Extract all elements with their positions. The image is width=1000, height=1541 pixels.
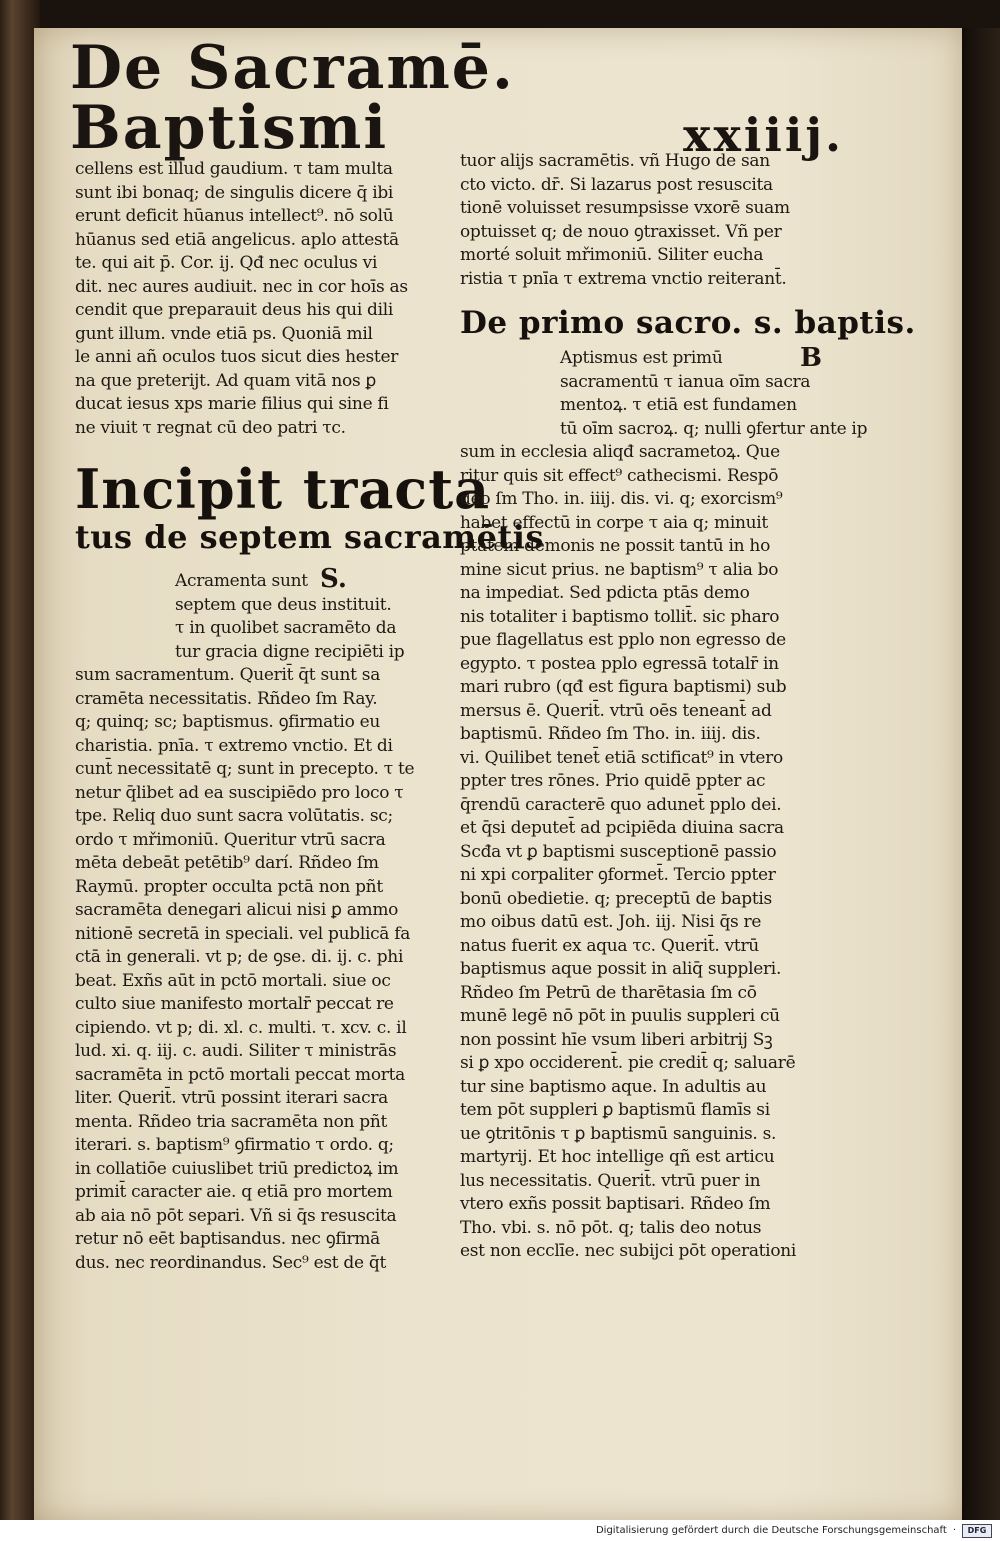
- right-initial-block: [460, 343, 868, 441]
- right-column-body-text: [460, 441, 850, 1264]
- text-line: si ꝑ xpo occiderent̄. pie credit̄ q; saluarē: [460, 1053, 796, 1073]
- text-line: et q̄si deputet̄ ad pcipiēda diuina sacra: [460, 818, 784, 838]
- text-line: sum sacramentum. Querit̄ q̄t sunt sa: [75, 665, 381, 685]
- text-line: nitionē secretā in speciali. vel publicā fa: [75, 923, 411, 944]
- text-line: optuisset q; de nouo ꝯtraxisset. Vñ per: [460, 221, 782, 242]
- text-line: Aptismus est primū: [560, 348, 723, 368]
- scan-right-margin: [962, 28, 1000, 1520]
- text-line: bonū obedietie. q; preceptū de baptis: [460, 888, 772, 909]
- text-line: Tho. vbi. s. nō pōt. q; talis deo notus: [460, 1217, 762, 1238]
- text-line: cendit que preparauit deus his qui dili: [75, 300, 394, 320]
- text-line: munē legē nō pōt in puulis suppleri cū: [460, 1006, 780, 1026]
- text-line: cunt̄ necessitatē q; sunt in precepto. τ te: [75, 759, 415, 779]
- left-column-body-text: [75, 664, 445, 1275]
- text-line: tpe. Reliq duo sunt sacra volūtatis. sc;: [75, 806, 393, 826]
- text-line: vi. Quilibet tenet̄ etiā sctificat⁹ in vtero: [460, 747, 783, 768]
- text-line: le anni añ oculos tuos sicut dies hester: [75, 347, 399, 367]
- treatise-heading: Incipit tracta: [75, 457, 491, 521]
- text-line: tem pōt suppleri ꝑ baptismū flamīs si: [460, 1100, 770, 1120]
- text-line: dit. nec aures audiuit. nec in cor hoīs as: [75, 276, 408, 297]
- text-line: ristia τ pnīa τ extrema vnctio reiterant̄.: [460, 268, 787, 289]
- text-line: ptātem demonis ne possit tantū in ho: [460, 536, 771, 556]
- text-line: tionē voluisset resumpsisse vxorē suam: [460, 198, 790, 218]
- text-line: dus. nec reordinandus. Sec⁹ est de q̄t: [75, 1252, 386, 1273]
- text-line: Raymū. propter occulta pctā non pñt: [75, 876, 383, 897]
- text-line: ue ꝯtritōnis τ ꝑ baptismū sanguinis. s.: [460, 1123, 777, 1144]
- text-line: natus fuerit ex aqua τc. Querit̄. vtrū: [460, 935, 759, 956]
- text-line: tur gracia digne recipiēti ip: [175, 641, 405, 662]
- text-line: cramēta necessitatis. Rñdeo ſm Ray.: [75, 688, 378, 709]
- text-line: ni xpi corpaliter ꝯformet̄. Tercio ppter: [460, 865, 776, 885]
- text-line: tur sine baptismo aque. In adultis au: [460, 1076, 767, 1097]
- text-line: charistia. pnīa. τ extremo vnctio. Et di: [75, 735, 393, 756]
- text-line: beat. Exñs aūt in pctō mortali. siue oc: [75, 970, 391, 991]
- treatise-subheading: tus de septem sacramētis: [75, 518, 544, 556]
- text-line: netur q̄libet ad ea suscipiēdo pro loco τ: [75, 782, 404, 803]
- text-line: martyrij. Et hoc intellige qñ est articu: [460, 1147, 775, 1167]
- dfg-logo: DFG: [962, 1524, 992, 1538]
- text-line: nis totaliter i baptismo tollit̄. sic pharo: [460, 606, 780, 627]
- text-line: in collatiōe cuiuslibet triū predictoꝝ im: [75, 1158, 399, 1179]
- text-line: baptismus aque possit in aliq̄ suppleri.: [460, 959, 782, 979]
- running-head-title: De Sacramē. Baptismi: [70, 33, 515, 163]
- text-line: deo ſm Tho. in. iiij. dis. vi. q; exorcism⁹: [460, 489, 783, 509]
- text-line: mersus ē. Querit̄. vtrū oēs teneant̄ ad: [460, 700, 772, 721]
- initial-letter-guide: S.: [320, 564, 347, 594]
- text-line: sum in ecclesia aliqđ sacrametoꝝ. Que: [460, 442, 780, 462]
- text-line: tū oīm sacroꝝ. q; nulli ꝯfertur ante ip: [560, 418, 868, 439]
- text-line: morté soluit mřimoniū. Siliter eucha: [460, 245, 764, 265]
- text-line: primit̄ caracter aie. q etiā pro mortem: [75, 1182, 393, 1202]
- text-line: na impediat. Sed pdicta ptās demo: [460, 583, 750, 603]
- text-line: lud. xi. q. iij. c. audi. Siliter τ ministrās: [75, 1041, 397, 1061]
- text-line: cipiendo. vt p; di. xl. c. multi. τ. xcv. c. il: [75, 1017, 407, 1038]
- text-line: sacramēta denegari alicui nisi ꝑ ammo: [75, 900, 399, 920]
- text-line: ducat iesus xps marie filius qui sine fi: [75, 394, 389, 414]
- text-line: retur nō eēt baptisandus. nec ꝯfirmā: [75, 1229, 381, 1249]
- text-line: τ in quolibet sacramēto da: [175, 618, 397, 638]
- text-line: mēta debeāt petētib⁹ darí. Rñdeo ſm: [75, 853, 379, 873]
- text-line: ordo τ mřimoniū. Queritur vtrū sacra: [75, 829, 386, 850]
- digitization-footer: [0, 1520, 1000, 1541]
- text-line: cto victo. dr̄. Si lazarus post resuscita: [460, 174, 773, 195]
- text-line: iterari. s. baptism⁹ ꝯfirmatio τ ordo. q;: [75, 1135, 394, 1155]
- text-line: erunt deficit hūanus intellect⁹. nō solū: [75, 206, 394, 226]
- text-line: vtero exñs possit baptisari. Rñdeo ſm: [460, 1194, 771, 1214]
- text-line: mari rubro (qđ est figura baptismi) sub: [460, 677, 787, 697]
- text-line: menta. Rñdeo tria sacramēta non pñt: [75, 1111, 388, 1132]
- text-line: Acramenta sunt: [175, 571, 308, 591]
- text-line: Rñdeo ſm Petrū de tharētasia ſm cō: [460, 982, 757, 1003]
- text-line: sacramentū τ ianua oīm sacra: [560, 371, 811, 392]
- text-line: mentoꝝ. τ etiā est fundamen: [560, 395, 797, 415]
- text-line: mine sicut prius. ne baptism⁹ τ alia bo: [460, 559, 779, 580]
- text-line: est non ecclīe. nec subijci pōt operationi: [460, 1241, 797, 1261]
- initial-letter-guide: B: [800, 343, 822, 373]
- text-line: egypto. τ postea pplo egressā totalr̄ in: [460, 653, 779, 674]
- text-line: te. qui ait p̄. Cor. ij. Qđ nec oculus vi: [75, 253, 378, 273]
- text-line: liter. Querit̄. vtrū possint iterari sacra: [75, 1088, 388, 1108]
- footer-separator: ·: [952, 1525, 956, 1536]
- text-line: hūanus sed etiā angelicus. aplo attestā: [75, 229, 399, 250]
- left-column-indented-text: [75, 570, 445, 664]
- text-line: culto siue manifesto mortalr̄ peccat re: [75, 994, 394, 1014]
- chapter-heading-baptism: De primo sacro. s. baptis.: [460, 305, 916, 341]
- text-line: cellens est illud gaudium. τ tam multa: [75, 159, 393, 179]
- text-line: q̄rendū caracterē quo adunet̄ pplo dei.: [460, 794, 782, 815]
- text-line: tuor alijs sacramētis. vñ Hugo de san: [460, 151, 770, 171]
- text-line: q; quinq; sc; baptismus. ꝯfirmatio eu: [75, 712, 381, 732]
- text-line: na que preterijt. Ad quam vitā nos ꝑ: [75, 370, 376, 391]
- text-line: ab aia nō pōt separi. Vñ si q̄s resuscita: [75, 1205, 397, 1226]
- text-line: ne viuit τ regnat cū deo patri τc.: [75, 417, 346, 438]
- text-line: habet effectū in corpe τ aia q; minuit: [460, 512, 768, 533]
- text-line: gunt illum. vnde etiā ps. Quoniā mil: [75, 323, 373, 344]
- text-line: non possint hīe vsum liberi arbitrij Sꝫ: [460, 1029, 773, 1050]
- right-column: [460, 150, 916, 1264]
- left-initial-block: [75, 564, 445, 664]
- text-line: septem que deus instituit.: [175, 594, 392, 615]
- text-line: Scđa vt ꝑ baptismi susceptionē passio: [460, 841, 777, 862]
- left-column: [75, 158, 544, 1275]
- text-line: ppter tres rōnes. Prio quidē ppter ac: [460, 771, 766, 791]
- text-line: sacramēta in pctō mortali peccat morta: [75, 1064, 405, 1085]
- text-line: sunt ibi bonaq; de singulis dicere q̄ ibi: [75, 182, 394, 203]
- text-line: pue flagellatus est pplo non egresso de: [460, 630, 786, 650]
- text-line: baptismū. Rñdeo ſm Tho. in. iiij. dis.: [460, 724, 761, 744]
- text-line: ritur quis sit effect⁹ cathecismi. Respō: [460, 465, 779, 486]
- right-column-top-text: [460, 150, 850, 291]
- folio-number: xxiiij.: [683, 108, 844, 162]
- left-column-top-text: [75, 158, 445, 440]
- right-column-indented-text: [460, 347, 868, 441]
- text-line: mo oibus datū est. Joh. iij. Nisi q̄s re: [460, 912, 762, 932]
- text-line: lus necessitatis. Querit̄. vtrū puer in: [460, 1170, 761, 1191]
- footer-credit: Digitalisierung gefördert durch die Deutsche Forschungsgemeinschaft: [595, 1525, 947, 1536]
- text-line: ctā in generali. vt p; de ꝯse. di. ij. c. phi: [75, 947, 404, 967]
